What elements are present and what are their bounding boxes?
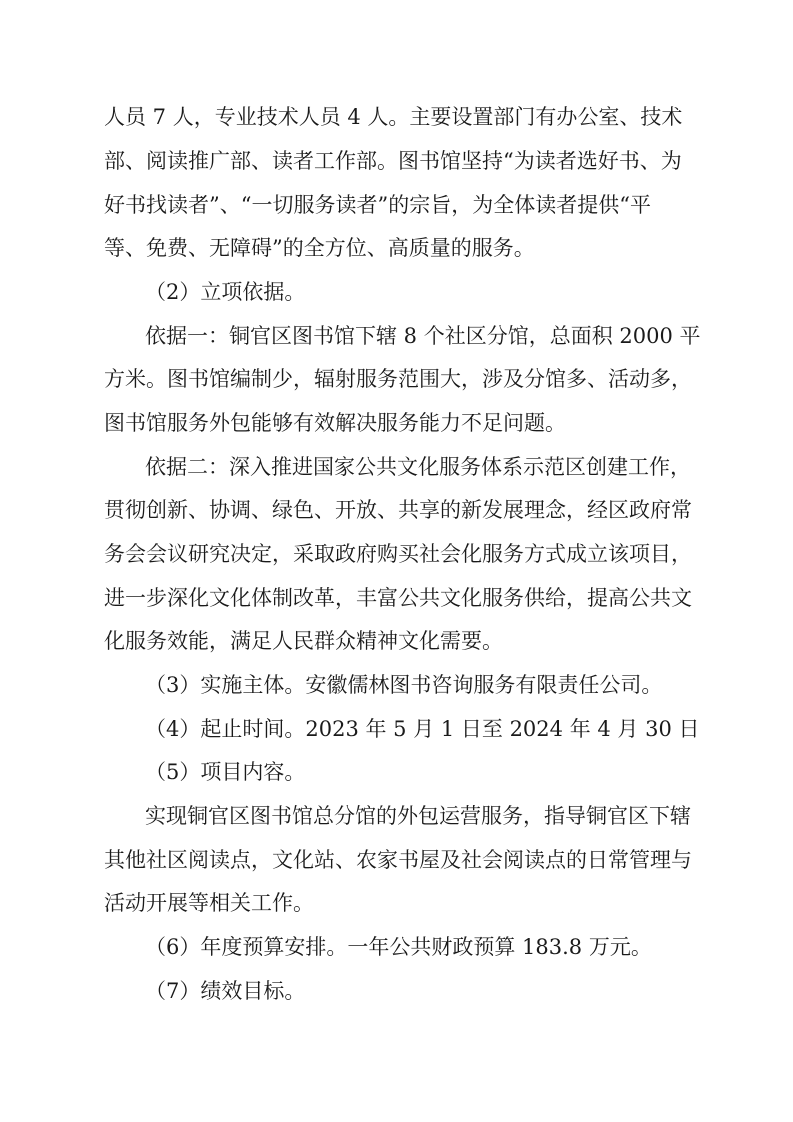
text-line: 依据一：铜官区图书馆下辖 8 个社区分馆，总面积 2000 平 (145, 324, 701, 348)
section-heading: （7）绩效目标。 (145, 979, 306, 1003)
text-line: 部、阅读推广部、读者工作部。图书馆坚持“为读者选好书、为 (104, 149, 682, 173)
text-line: 化服务效能，满足人民群众精神文化需要。 (104, 629, 503, 653)
section-heading: （6）年度预算安排。一年公共财政预算 183.8 万元。 (145, 935, 652, 959)
text-line: 务会会议研究决定，采取政府购买社会化服务方式成立该项目， (104, 542, 692, 566)
text-line: 实现铜官区图书馆总分馆的外包运营服务，指导铜官区下辖 (145, 804, 691, 828)
text-line: 好书找读者”、“一切服务读者”的宗旨，为全体读者提供“平 (104, 193, 651, 217)
text-line: 进一步深化文化体制改革，丰富公共文化服务供给，提高公共文 (104, 586, 692, 610)
section-heading: （5）项目内容。 (145, 760, 306, 784)
text-line: 图书馆服务外包能够有效解决服务能力不足问题。 (104, 411, 566, 435)
text-line: 依据二：深入推进国家公共文化服务体系示范区创建工作， (145, 455, 691, 479)
text-line: 贯彻创新、协调、绿色、开放、共享的新发展理念，经区政府常 (104, 498, 692, 522)
text-line: 等、免费、无障碍”的全方位、高质量的服务。 (104, 236, 535, 260)
section-heading: （2）立项依据。 (145, 280, 306, 304)
section-heading: （4）起止时间。2023 年 5 月 1 日至 2024 年 4 月 30 日 (145, 717, 700, 741)
text-line: 方米。图书馆编制少，辐射服务范围大，涉及分馆多、活动多， (104, 367, 692, 391)
text-line: 人员 7 人，专业技术人员 4 人。主要设置部门有办公室、技术 (104, 105, 683, 129)
section-heading: （3）实施主体。安徽儒林图书咨询服务有限责任公司。 (145, 673, 663, 697)
text-line: 活动开展等相关工作。 (104, 891, 314, 915)
text-line: 其他社区阅读点，文化站、农家书屋及社会阅读点的日常管理与 (104, 848, 692, 872)
